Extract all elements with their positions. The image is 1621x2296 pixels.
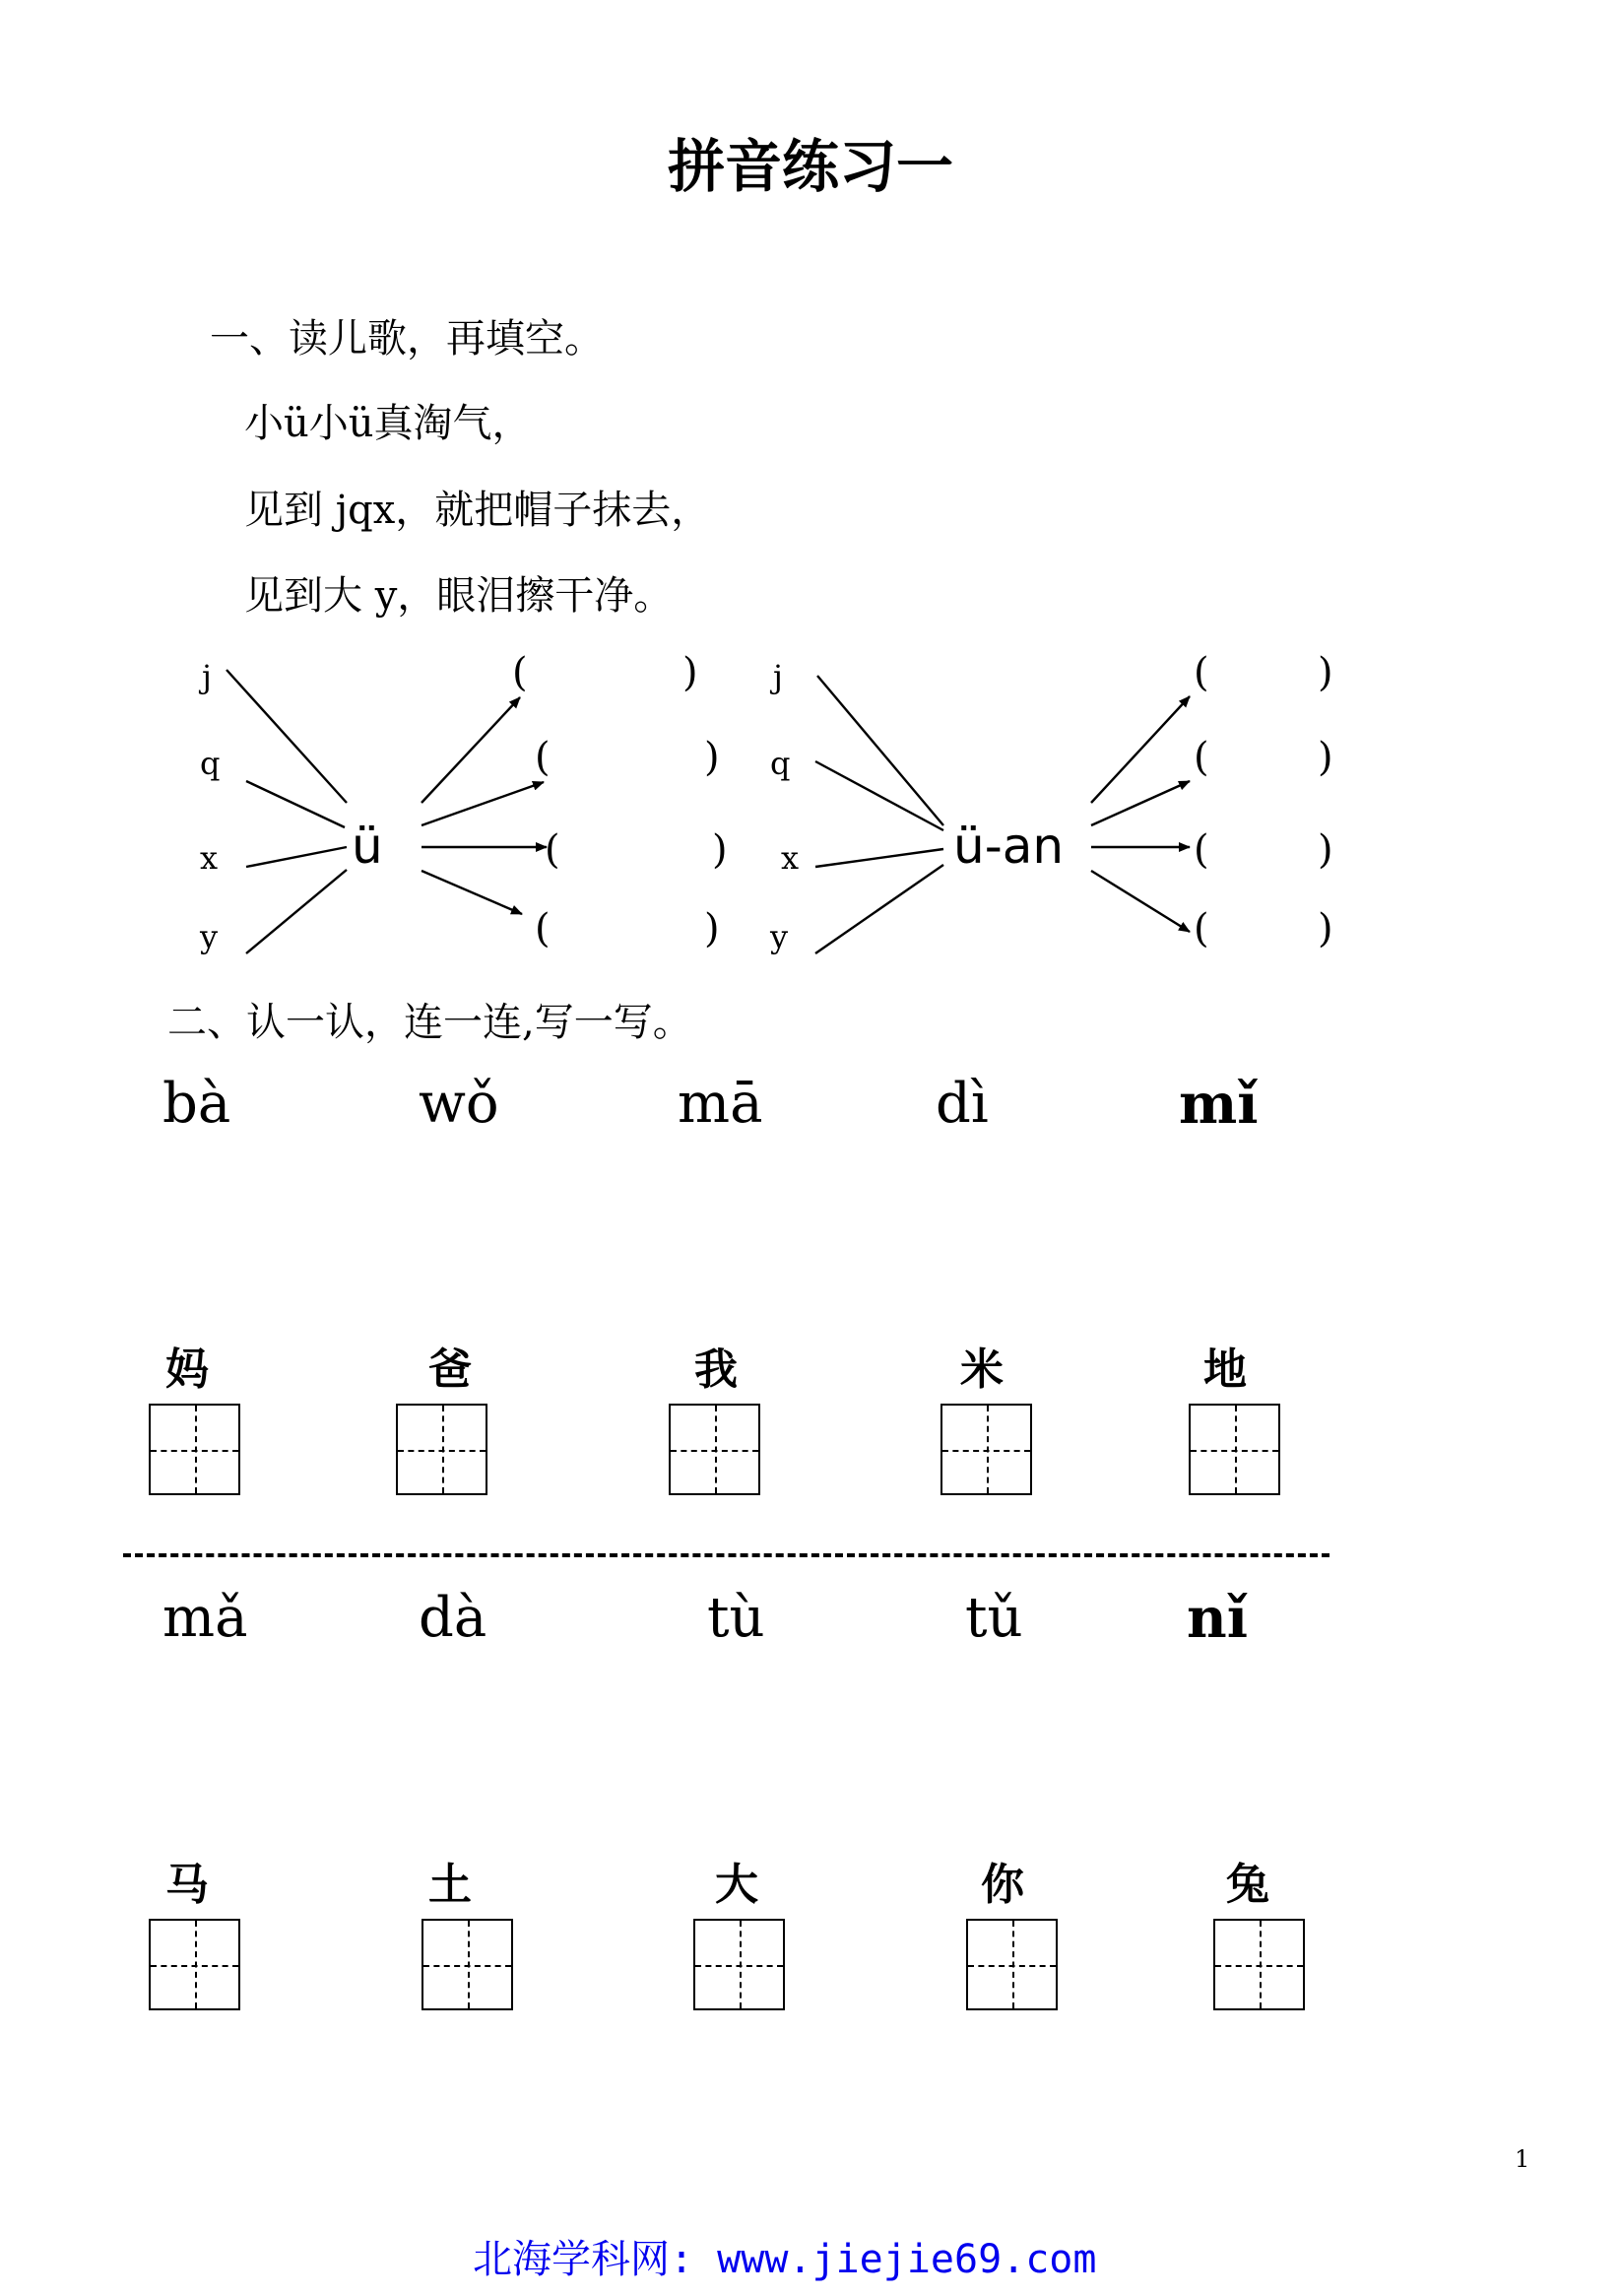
writing-grid-box[interactable] <box>396 1404 487 1495</box>
connector-line <box>246 870 347 953</box>
connector-line <box>815 865 943 953</box>
answer-paren-open: ( <box>512 650 528 695</box>
writing-grid-box[interactable] <box>149 1919 240 2010</box>
section-divider <box>123 1553 1329 1557</box>
writing-grid-box[interactable] <box>149 1404 240 1495</box>
connector-line <box>815 849 943 867</box>
pinyin-syllable: tù <box>707 1586 765 1650</box>
hanzi-label: 土 <box>428 1860 472 1910</box>
arrow <box>1091 871 1190 932</box>
connector-line <box>815 761 943 830</box>
arrow <box>421 782 544 825</box>
hanzi-label: 兔 <box>1226 1860 1269 1910</box>
footer-link[interactable]: 北海学科网: www.jiejie69.com <box>473 2237 1097 2282</box>
hanzi-label: 大 <box>715 1860 758 1910</box>
pinyin-syllable: nǐ <box>1187 1586 1248 1651</box>
pinyin-syllable: mā <box>678 1072 763 1136</box>
hanzi-label: 米 <box>960 1345 1004 1395</box>
answer-paren-close: ) <box>704 906 720 951</box>
answer-paren-close: ) <box>704 735 720 780</box>
answer-paren-open: ( <box>545 827 560 873</box>
page-number: 1 <box>1515 2145 1530 2173</box>
page-title: 拼音练习一 <box>667 133 953 200</box>
hanzi-label: 你 <box>981 1860 1024 1910</box>
pinyin-syllable: mǎ <box>162 1586 248 1650</box>
hanzi-label: 马 <box>165 1860 209 1910</box>
connector-line <box>227 670 347 803</box>
answer-paren-open: ( <box>1194 650 1209 695</box>
hanzi-label: 妈 <box>165 1345 209 1395</box>
hanzi-label: 地 <box>1203 1345 1247 1395</box>
answer-paren-open: ( <box>535 735 551 780</box>
answer-paren-open: ( <box>535 906 551 951</box>
center-final: ü-an <box>953 818 1065 875</box>
pinyin-syllable: bà <box>162 1072 231 1136</box>
answer-paren-close: ) <box>1318 827 1333 873</box>
writing-grid-box[interactable] <box>940 1404 1032 1495</box>
writing-grid-box[interactable] <box>1189 1404 1280 1495</box>
hanzi-label: 我 <box>694 1345 738 1395</box>
pinyin-syllable: mǐ <box>1179 1072 1259 1137</box>
arrow <box>421 697 520 803</box>
writing-grid-box[interactable] <box>693 1919 785 2010</box>
initial-j: j <box>773 658 783 695</box>
answer-paren-open: ( <box>1194 735 1209 780</box>
center-vowel: ü <box>352 818 383 875</box>
initial-j: j <box>202 658 212 695</box>
writing-grid-box[interactable] <box>966 1919 1058 2010</box>
hanzi-label: 爸 <box>428 1345 472 1395</box>
answer-paren-close: ) <box>712 827 728 873</box>
poem-line-1: 小ü小ü真淘气， <box>244 401 532 446</box>
answer-paren-close: ) <box>1318 735 1333 780</box>
section2-heading: 二、认一认，连一连,写一写。 <box>167 1000 692 1045</box>
poem-line-2: 见到 jqx，就把帽子抹去， <box>244 488 711 533</box>
answer-paren-close: ) <box>682 650 698 695</box>
arrow <box>421 871 522 914</box>
connector-line <box>817 676 943 825</box>
connector-line <box>246 781 345 827</box>
section1-heading: 一、读儿歌，再填空。 <box>210 316 604 361</box>
poem-line-3: 见到大 y，眼泪擦干净。 <box>244 573 674 619</box>
initial-q: q <box>200 745 221 782</box>
initial-y: y <box>200 918 219 955</box>
pinyin-syllable: dì <box>936 1072 989 1136</box>
initial-x: x <box>200 839 219 877</box>
pinyin-syllable: tǔ <box>965 1586 1023 1650</box>
pinyin-syllable: dà <box>419 1586 487 1650</box>
connector-line <box>246 847 347 867</box>
answer-paren-open: ( <box>1194 827 1209 873</box>
answer-paren-close: ) <box>1318 650 1333 695</box>
writing-grid-box[interactable] <box>1213 1919 1305 2010</box>
writing-grid-box[interactable] <box>669 1404 760 1495</box>
initial-q: q <box>770 745 791 782</box>
initial-x: x <box>781 839 800 877</box>
writing-grid-box[interactable] <box>421 1919 513 2010</box>
pinyin-syllable: wǒ <box>419 1072 499 1136</box>
answer-paren-open: ( <box>1194 906 1209 951</box>
initial-y: y <box>770 918 789 955</box>
answer-paren-close: ) <box>1318 906 1333 951</box>
